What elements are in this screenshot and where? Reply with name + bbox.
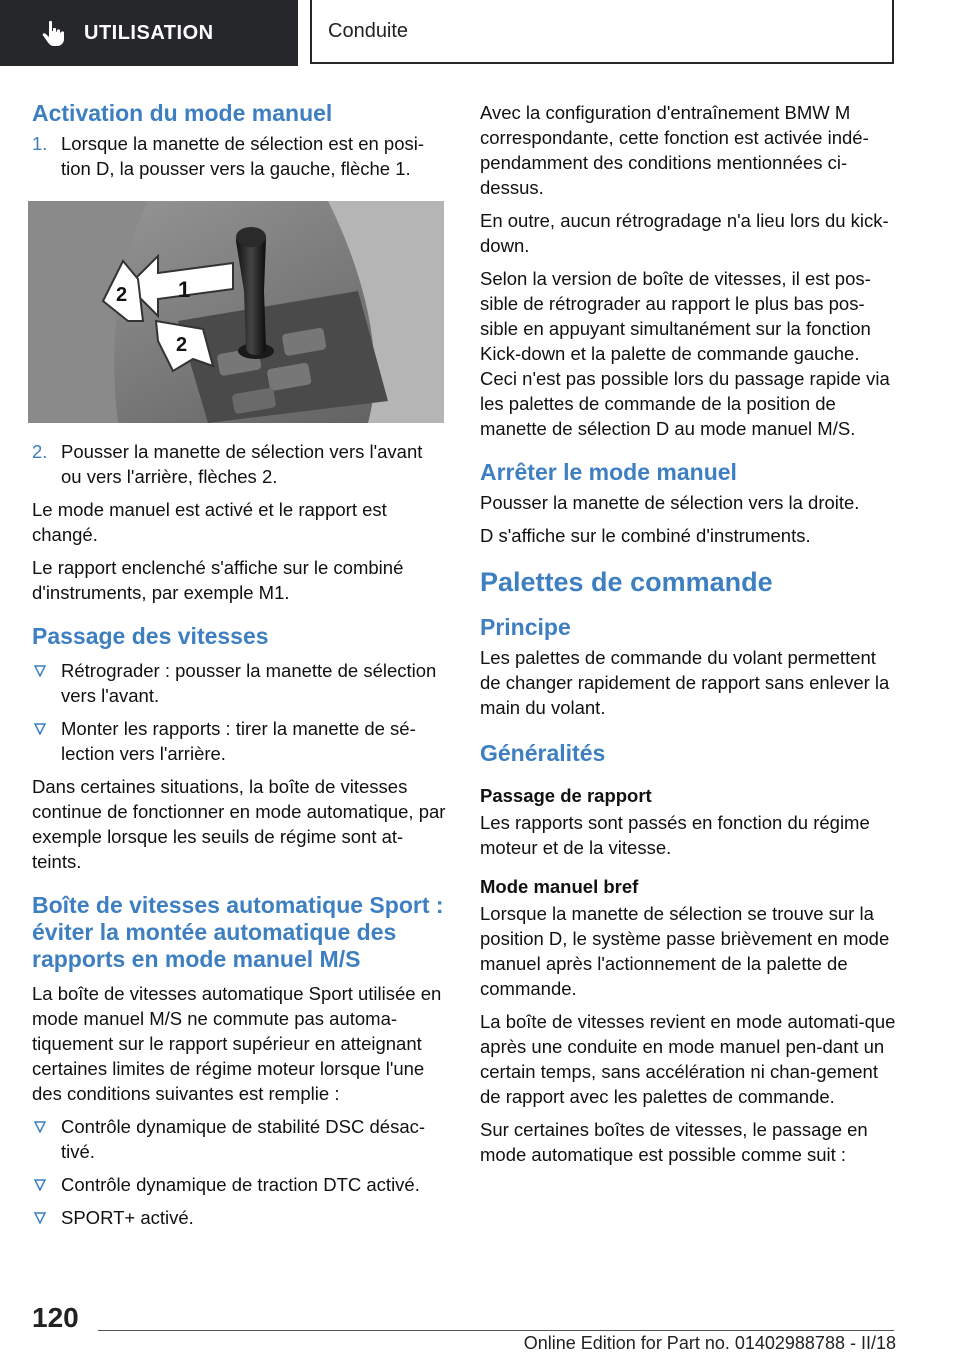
step-1-number: 1.: [32, 133, 48, 154]
left-column: [32, 100, 448, 1238]
paragraph: En outre, aucun rétrogradage n'a lieu lors du kick-down.: [480, 210, 889, 256]
paragraph: La boîte de vitesses revient en mode automati‐que après une conduite en mode manuel pen‐dant un certain temps, sans accélération ni chan‐gement de rapport avec les palettes de commande.: [480, 1011, 896, 1107]
paragraph: Lorsque la manette de sélection se trouve sur la position D, le système passe brièvement en mode manuel après l'actionnement de la palette de commande.: [480, 903, 890, 999]
triangle-bullet-icon: [34, 665, 46, 677]
paragraph: Selon la version de boîte de vitesses, il est pos‐sible de rétrograder au rapport le plus bas pos‐sible en appuyant simultanément sur la fonction Kick-down et la palette de commande gauche. Ceci n'est pas possible lors du passage rapide via les palettes de commande de la position de manette de sélection D au mode manuel M/S.: [480, 268, 890, 439]
section-tab: [0, 0, 298, 66]
heading-palettes: Palettes de commande: [480, 567, 773, 597]
paragraph: Avec la configuration d'entraînement BMW M correspondante, cette fonction est activée indé‐pendamment des conditions mentionnées ci-dessus.: [480, 102, 869, 198]
paragraph: Pousser la manette de sélection vers la droite.: [480, 492, 860, 513]
heading-generalites: Généralités: [480, 740, 606, 766]
subheading-mode-bref: Mode manuel bref: [480, 876, 639, 897]
paragraph: Le mode manuel est activé et le rapport est changé.: [32, 499, 387, 545]
triangle-bullet-icon: [34, 1179, 46, 1191]
bullet-item: Contrôle dynamique de traction DTC activé.: [32, 1172, 448, 1197]
step-2-text: Pousser la manette de sélection vers l'avant ou vers l'arrière, flèches 2.: [61, 441, 423, 487]
heading-principe: Principe: [480, 614, 571, 640]
paragraph: Les palettes de commande du volant permettent de changer rapidement de rapport sans enlever la main du volant.: [480, 647, 890, 718]
chapter-tab: [310, 0, 894, 64]
gear-selector-photo: [28, 201, 444, 423]
figure-label-2b: 2: [176, 334, 188, 356]
paragraph: La boîte de vitesses automatique Sport utilisée en mode manuel M/S ne commute pas automa‐tiquement sur le rapport supérieur en atteignant certaines limites de régime moteur lorsque l'une des conditions suivantes est remplie :: [32, 983, 442, 1104]
figure-label-2a: 2: [116, 284, 128, 306]
heading-arreter: Arrêter le mode manuel: [480, 459, 737, 485]
figure-label-1: 1: [178, 277, 191, 302]
edition-note: Online Edition for Part no. 01402988788 - II/18: [523, 1333, 896, 1353]
step-2: [32, 439, 448, 489]
paragraph: Sur certaines boîtes de vitesses, le passage en mode automatique est possible comme suit :: [480, 1119, 868, 1165]
page-header: [0, 0, 960, 66]
paragraph: D s'affiche sur le combiné d'instruments.: [480, 525, 811, 546]
paragraph: Dans certaines situations, la boîte de vitesses continue de fonctionner en mode automatique, par exemple lorsque les seuils de régime sont at‐teints.: [32, 776, 446, 872]
bullet-item: Rétrograder : pousser la manette de sélection vers l'avant.: [32, 658, 448, 708]
bullet-item: Monter les rapports : tirer la manette de sé‐lection vers l'arrière.: [32, 716, 448, 766]
heading-passage: Passage des vitesses: [32, 623, 269, 649]
page-number: 120: [32, 1302, 79, 1333]
triangle-bullet-icon: [34, 1121, 46, 1133]
heading-activation: Activation du mode manuel: [32, 100, 333, 126]
footer-divider: [98, 1330, 894, 1331]
bullet-item: SPORT+ activé.: [32, 1205, 448, 1230]
triangle-bullet-icon: [34, 1212, 46, 1224]
bullet-item: Contrôle dynamique de stabilité DSC désac‐tivé.: [32, 1114, 448, 1164]
paragraph: Le rapport enclenché s'affiche sur le combiné d'instruments, par exemple M1.: [32, 557, 404, 603]
step-1: [32, 131, 448, 181]
chapter-label: Conduite: [328, 19, 409, 42]
right-column: [480, 100, 896, 1175]
triangle-bullet-icon: [34, 723, 46, 735]
heading-boite-auto: Boîte de vitesses automatique Sport : éviter la montée automatique des rapports en mode manuel M/S: [32, 892, 444, 972]
paragraph: Les rapports sont passés en fonction du régime moteur et de la vitesse.: [480, 812, 870, 858]
step-1-text: Lorsque la manette de sélection est en posi‐tion D, la pousser vers la gauche, flèche 1.: [61, 133, 425, 179]
section-label: UTILISATION: [84, 21, 214, 44]
subheading-passage-rapport: Passage de rapport: [480, 785, 652, 806]
hand-pointer-icon: [38, 18, 68, 48]
step-2-number: 2.: [32, 441, 48, 462]
